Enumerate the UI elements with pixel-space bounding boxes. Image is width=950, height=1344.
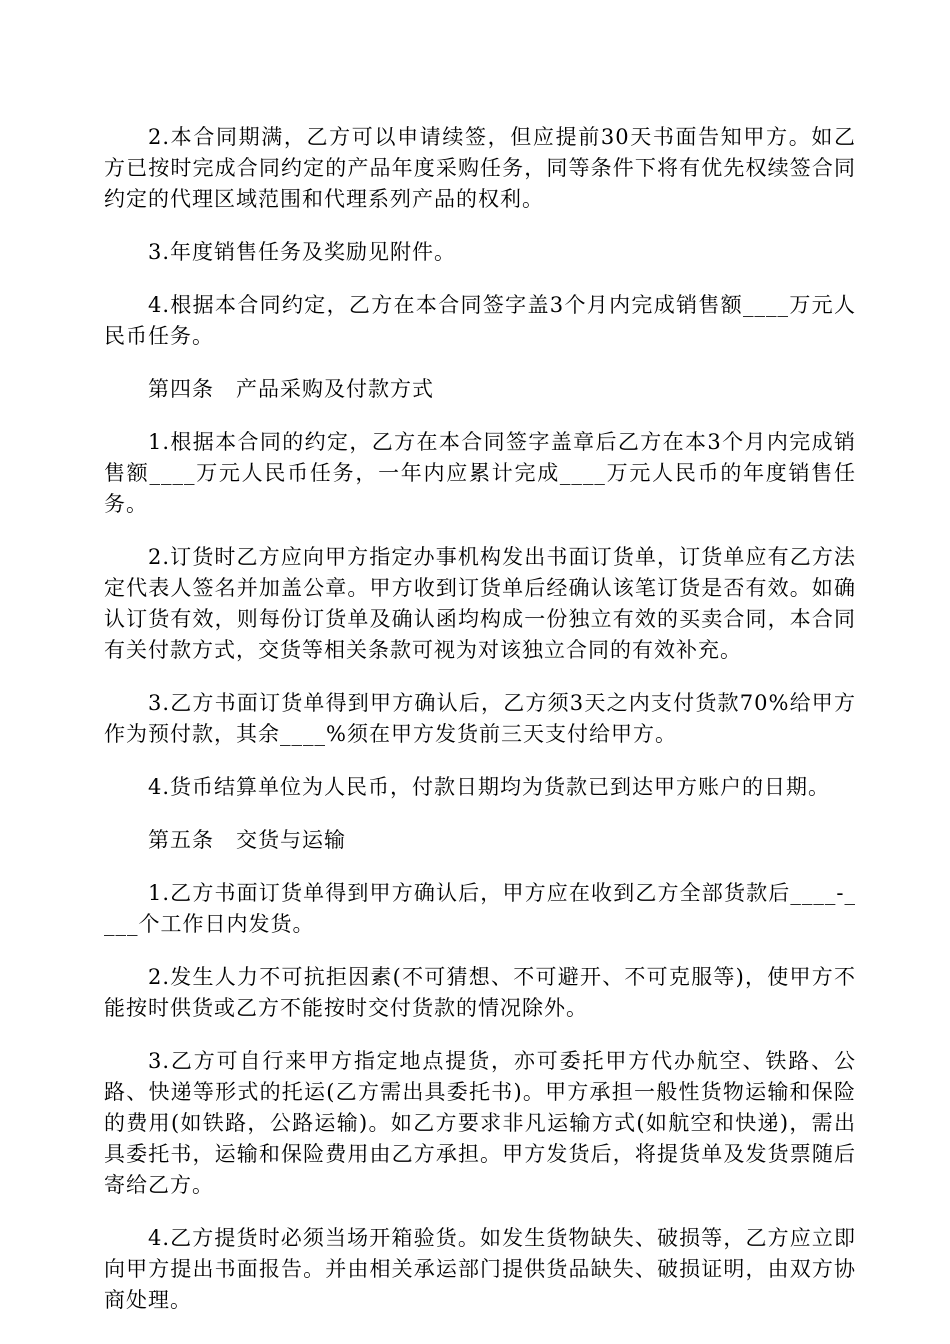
paragraph-order-procedure: 2.订货时乙方应向甲方指定办事机构发出书面订货单，订货单应有乙方法定代表人签名并加盖公章。甲方收到订货单后经确认该笔订货是否有效。如确认订货有效，则每份订货单及确认函均构成一份独立有效的买卖合同，本合同有关付款方式，交货等相关条款可视为对该独立合同的有效补充。: [104, 545, 856, 662]
paragraph-renewal: 2.本合同期满，乙方可以申请续签，但应提前30天书面告知甲方。如乙方已按时完成合同约定的产品年度采购任务，同等条件下将有优先权续签合同约定的代理区域范围和代理系列产品的权利。: [104, 125, 856, 211]
paragraph-inspection: 4.乙方提货时必须当场开箱验货。如发生货物缺失、破损等，乙方应立即向甲方提出书面报告。并由相关承运部门提供货品缺失、破损证明，由双方协商处理。: [104, 1226, 856, 1312]
paragraph-force-majeure: 2.发生人力不可抗拒因素(不可猜想、不可避开、不可克服等)，使甲方不能按时供货或乙方不能按时交付货款的情况除外。: [104, 965, 856, 1020]
paragraph-purchase-task: 1.根据本合同的约定，乙方在本合同签字盖章后乙方在本3个月内完成销售额____万元人民币任务，一年内应累计完成____万元人民币的年度销售任务。: [104, 430, 856, 516]
article-five-heading: 第五条 交货与运输: [148, 828, 346, 852]
paragraph-transport: 3.乙方可自行来甲方指定地点提货，亦可委托甲方代办航空、铁路、公路、快递等形式的托运(乙方需出具委托书)。甲方承担一般性货物运输和保险的费用(如铁路，公路运输)。如乙方要求非凡运输方式(如航空和快递)，需出具委托书，运输和保险费用由乙方承担。甲方发货后，将提货单及发货票随后寄给乙方。: [104, 1049, 856, 1197]
article-four-heading: 第四条 产品采购及付款方式: [148, 377, 434, 401]
paragraph-currency: 4.货币结算单位为人民币，付款日期均为货款已到达甲方账户的日期。: [148, 775, 831, 799]
paragraph-sales-target: 4.根据本合同约定，乙方在本合同签字盖3个月内完成销售额____万元人民币任务。: [104, 293, 856, 348]
document-body: [104, 122, 856, 1338]
paragraph-delivery-time: 1.乙方书面订货单得到甲方确认后，甲方应在收到乙方全部货款后____-____个工作日内发货。: [104, 881, 856, 936]
paragraph-prepayment: 3.乙方书面订货单得到甲方确认后，乙方须3天之内支付货款70%给甲方作为预付款，其余____%须在甲方发货前三天支付给甲方。: [104, 691, 856, 746]
paragraph-annual-task: 3.年度销售任务及奖励见附件。: [148, 240, 457, 264]
